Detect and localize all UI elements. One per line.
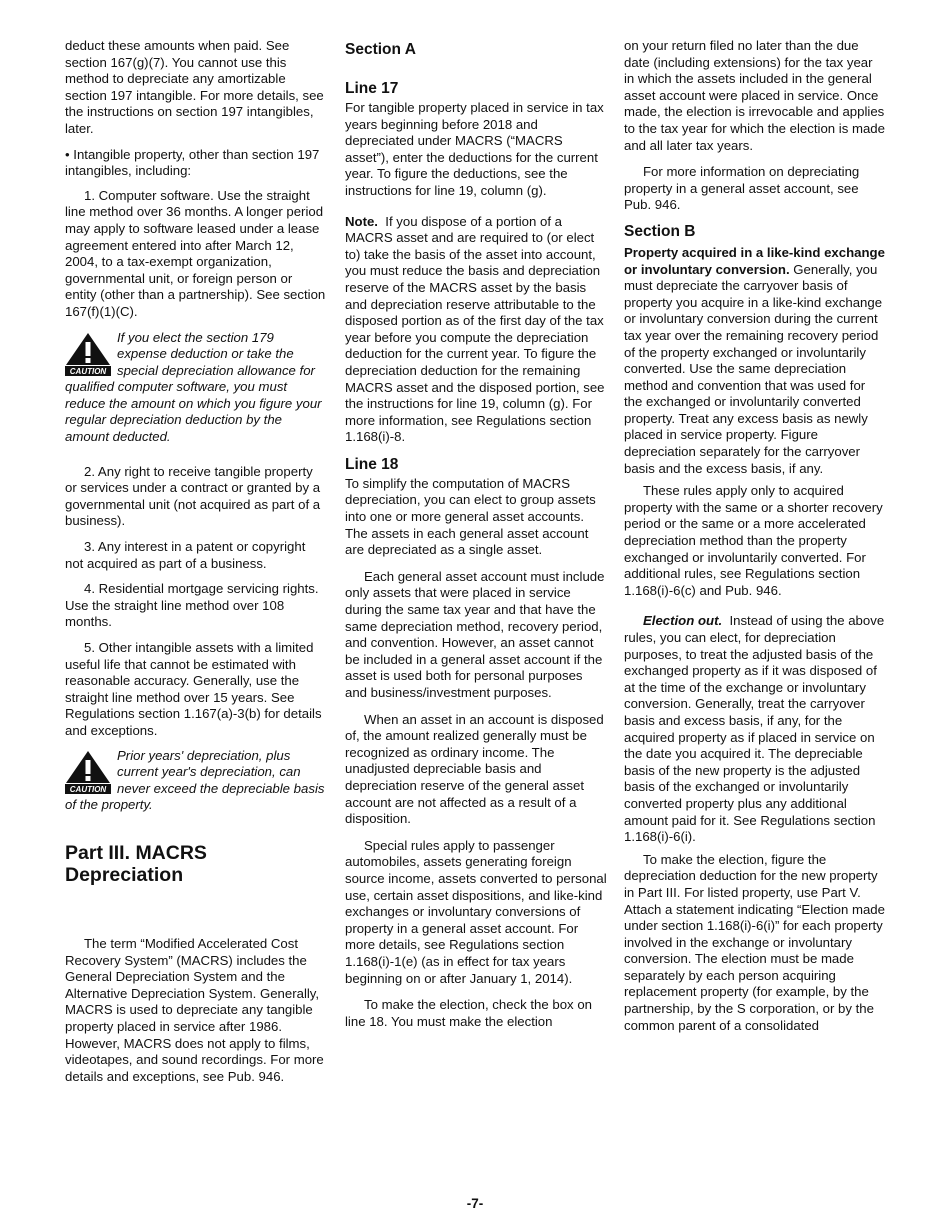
- column-1: [65, 38, 327, 1094]
- caution-text: If you elect the section 179 expense deduction or take the special depreciation allowance for qualified computer software, you must reduce the amount on which you figure your regular depreciation deduction by the amount deducted.: [65, 329, 322, 445]
- paragraph: To make the election, figure the depreciation deduction for the new property in Part III. For listed property, use Part V. Attach a statement indicating “Election made under section 1.168(i)-6(i)” for each property involved in the exchange or involuntary conversion. The election must be made separately by each person acquiring replacement property (for example, by the partnership, by the S corporation, or by the common parent of a consolidated: [624, 851, 885, 1033]
- paragraph: Special rules apply to passenger automobiles, assets generating foreign source income, assets converted to personal use, certain asset dispositions, and like-kind exchanges or involuntary conversions of property in a general asset account. For more details, see Regulations section 1.168(i)-1(e) (as in effect for tax years beginning on or after January 1, 2014).: [345, 837, 607, 986]
- list-item: 1. Computer software. Use the straight line method over 36 months. A longer period may apply to software leased under a lease agreement entered into after March 12, 2004, to a tax-exempt organization, governmental unit, or foreign person or entity (other than a partnership). See section 167(f)(1)(C).: [65, 187, 326, 319]
- part-title: Part III. MACRS Depreciation: [65, 841, 207, 886]
- caution-icon: [65, 332, 111, 376]
- caution-icon-label: CAUTION: [69, 784, 107, 794]
- line-heading: Line 18: [345, 455, 399, 473]
- paragraph: [624, 245, 886, 477]
- column-2: [345, 38, 607, 1039]
- bullet-item: • Intangible property, other than section 197 intangibles, including:: [65, 146, 320, 179]
- caution-note: [65, 330, 327, 446]
- line-heading: Line 17: [345, 80, 399, 97]
- page-number: -7-: [466, 1196, 484, 1211]
- note-text: If you dispose of a portion of a MACRS asset and are required to (or elect to) take the basis of the asset into account, you must reduce the basis and depreciation reserve of the MACRS asset by the basis and depreciation reserve attributable to the disposed portion as of the first day of the tax year before you compute the depreciation deduction for the current year. To figure the depreciation deduction for the remaining MACRS asset and the disposed portion, see the instructions for line 19, column (g). For more information, see Regulations section 1.168(i)-8.: [345, 213, 605, 445]
- paragraph: deduct these amounts when paid. See section 167(g)(7). You cannot use this method to depreciate any amortizable section 197 intangible. For more details, see the instructions on section 197 intangibles, later.: [65, 38, 324, 136]
- caution-note: [65, 748, 327, 814]
- paragraph: These rules apply only to acquired property with the same or a shorter recovery period or the same or a more accelerated depreciation method than the property exchanged or involuntarily converted. For additional rules, see Regulations section 1.168(i)-6(c) and Pub. 946.: [624, 483, 883, 598]
- caution-text: Prior years' depreciation, plus current year's depreciation, can never exceed the depreciable basis of the property.: [65, 747, 325, 813]
- paragraph: [624, 613, 886, 845]
- paragraph: Each general asset account must include only assets that were placed in service during the same tax year and that have the same depreciation method, recovery period, and convention. However, an asset cannot be included in a general asset account if the asset is used both for personal purposes and business/investment purposes.: [345, 568, 605, 700]
- caution-icon: [65, 750, 111, 794]
- paragraph: For tangible property placed in service in tax years beginning before 2018 and depreciated under MACRS (“MACRS asset”), enter the deductions for the current year. To figure the deductions, see the instructions for line 19, column (g).: [345, 100, 604, 198]
- paragraph: For more information on depreciating property in a general asset account, see Pub. 946.: [624, 164, 860, 213]
- section-heading: Section B: [624, 222, 696, 240]
- paragraph: on your return filed no later than the due date (including extensions) for the tax year in which the assets included in the general asset account were placed in service. Once made, the election is irrevocable and applies to the tax year for which the election is made and all later tax years.: [624, 38, 885, 153]
- list-item: 4. Residential mortgage servicing rights. Use the straight line method over 108 months.: [65, 581, 319, 630]
- likekind-text: Generally, you must depreciate the carryover basis of property you acquire in a like-kind exchange or involuntary conversion during the current tax year over the remaining recovery period of the property exchanged or involuntarily converted. Use the same depreciation method and convention that was used for the exchanged or involuntarily converted property. Treat any excess basis as newly placed in service property. Figure depreciation separately for the carryover basis and the excess basis, if any.: [624, 261, 883, 476]
- column-3: [624, 38, 886, 1043]
- list-item: 3. Any interest in a patent or copyright not acquired as part of a business.: [65, 539, 306, 571]
- note-label: Note.: [345, 213, 378, 229]
- paragraph: The term “Modified Accelerated Cost Recovery System” (MACRS) includes the General Depreciation System and the Alternative Depreciation System. Generally, MACRS is used to depreciate any tangible property placed in service after 1986. However, MACRS does not apply to films, videotapes, and sound recordings. For more details and exceptions, see Pub. 946.: [65, 935, 324, 1084]
- likekind-label: Property acquired in a like-kind exchange or involuntary conversion.: [624, 244, 885, 277]
- note-paragraph: [345, 214, 607, 446]
- list-item: 2. Any right to receive tangible property or services under a contract or granted by a governmental unit (not acquired as part of a business).: [65, 463, 321, 529]
- paragraph: To simplify the computation of MACRS depreciation, you can elect to group assets into one or more general asset accounts. The assets in each general asset account are depreciated as a single asset.: [345, 475, 596, 558]
- list-item: 5. Other intangible assets with a limited useful life that cannot be estimated with reasonable accuracy. Generally, use the straight line method over 15 years. See Regulations section 1.167(a)-3(b) for details and exceptions.: [65, 640, 322, 738]
- election-out-text: Instead of using the above rules, you can elect, for depreciation purposes, to treat the adjusted basis of the exchanged property as if it was disposed of at the time of the exchange or involuntary conversion. Generally, treat the carryover basis and excess basis, if any, for the acquired property as if placed in service on the date you acquired it. The depreciable basis of the new property is the adjusted basis of the exchanged or involuntarily converted property plus any additional amount paid for it. See Regulations section 1.168(i)-6(i).: [624, 613, 885, 845]
- paragraph: When an asset in an account is disposed of, the amount realized generally must be recognized as ordinary income. The unadjusted depreciable basis and depreciation reserve of the general asset account are not affected as a result of a disposition.: [345, 711, 604, 827]
- election-out-label: Election out.: [643, 613, 723, 629]
- caution-icon-label: CAUTION: [69, 366, 107, 376]
- section-heading: Section A: [345, 41, 416, 58]
- paragraph: To make the election, check the box on line 18. You must make the election: [345, 997, 592, 1029]
